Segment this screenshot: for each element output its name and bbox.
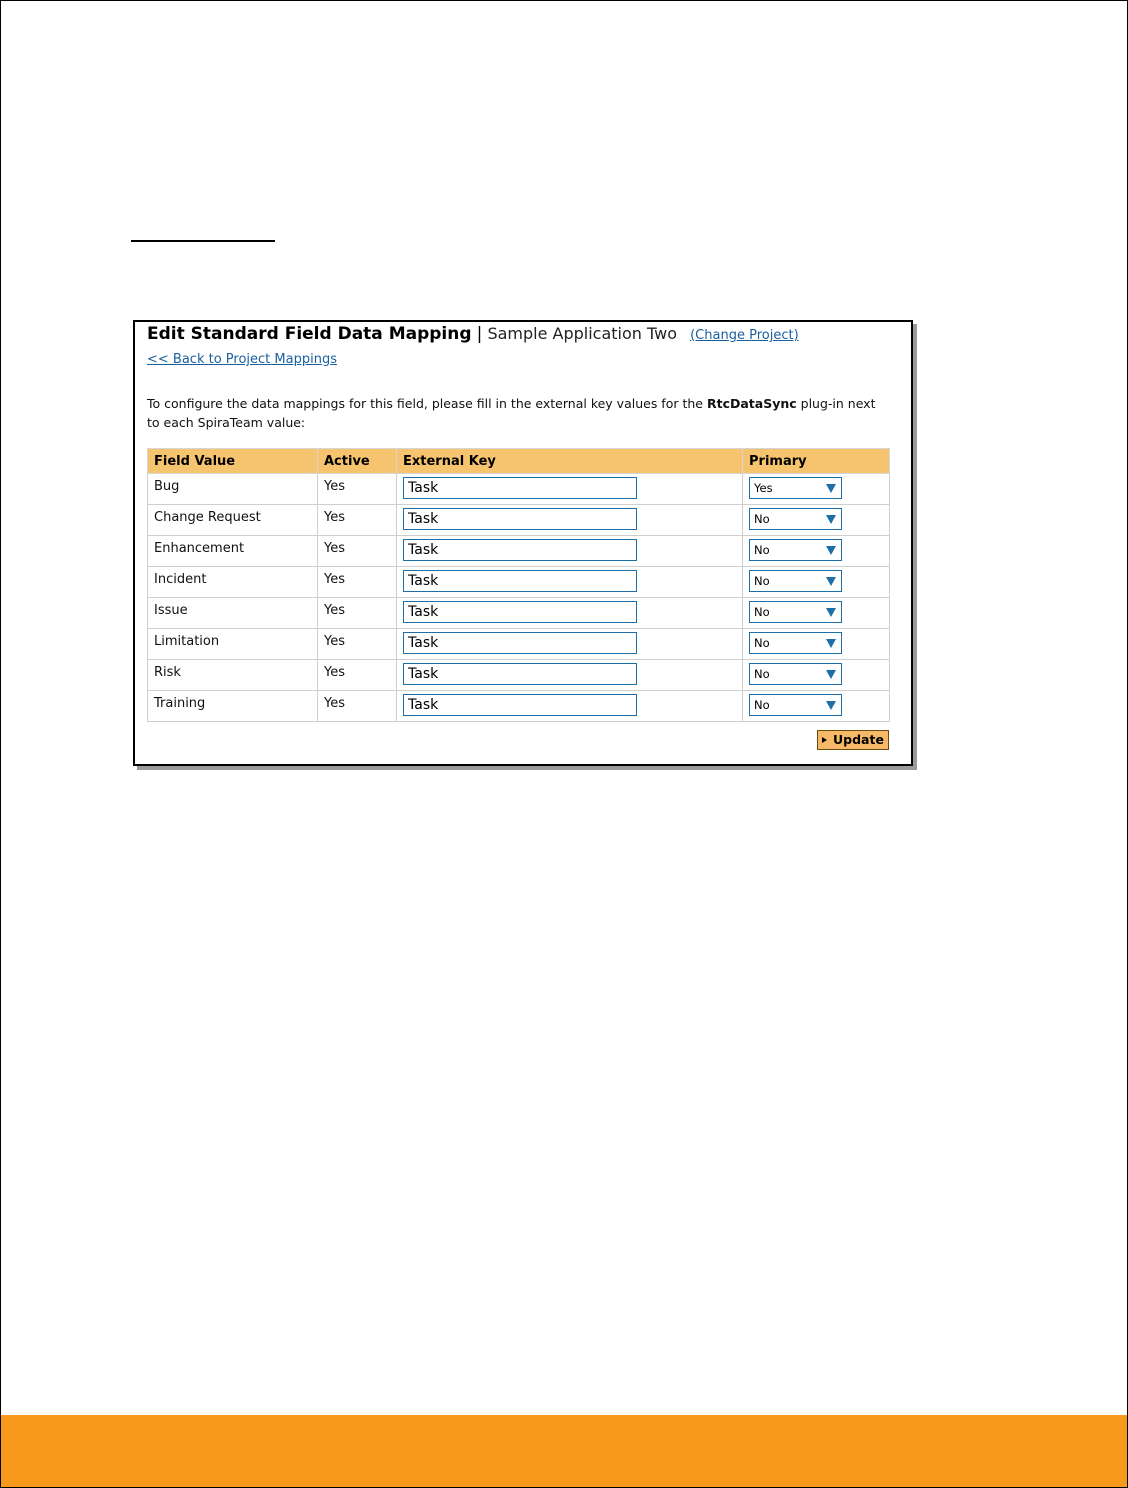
primary-select[interactable] [749,632,842,654]
header-field-value: Field Value [148,449,318,474]
plugin-name: RtcDataSync [706,396,797,411]
active-cell: Yes [318,598,397,629]
project-name: Sample Application Two [487,324,678,343]
primary-select[interactable] [749,508,842,530]
field-value-cell: Incident [148,567,318,598]
external-key-cell [397,691,743,722]
page-title-main: Edit Standard Field Data Mapping [147,324,472,344]
chevron-down-icon [826,701,836,710]
external-key-input[interactable] [403,508,637,530]
page-title [147,322,799,346]
heading-underline [131,240,275,242]
external-key-input[interactable] [403,632,637,654]
primary-cell [743,598,890,629]
primary-select[interactable] [749,539,842,561]
external-key-input[interactable] [403,539,637,561]
active-cell: Yes [318,691,397,722]
primary-cell [743,691,890,722]
header-external-key: External Key [397,449,743,474]
footer-bar [1,1415,1127,1487]
table-row [148,629,890,660]
primary-cell [743,567,890,598]
external-key-cell [397,505,743,536]
primary-select-value: No [754,543,770,557]
active-cell: Yes [318,536,397,567]
primary-cell [743,474,890,505]
active-cell: Yes [318,474,397,505]
primary-select[interactable] [749,694,842,716]
primary-cell [743,660,890,691]
table-row [148,660,890,691]
instructions-before: To configure the data mappings for this field, please fill in the external key values for the [147,396,707,411]
screenshot-frame [133,320,913,766]
table-row [148,598,890,629]
primary-select-value: No [754,667,770,681]
primary-select[interactable] [749,663,842,685]
primary-select-value: No [754,636,770,650]
primary-select-value: Yes [754,481,773,495]
external-key-cell [397,474,743,505]
title-separator: | [476,324,483,344]
active-cell: Yes [318,505,397,536]
table-row [148,505,890,536]
header-active: Active [318,449,397,474]
back-to-project-mappings-link[interactable]: << Back to Project Mappings [147,352,337,367]
table-row [148,567,890,598]
field-value-cell: Bug [148,474,318,505]
chevron-down-icon [826,484,836,493]
play-icon [822,737,827,743]
primary-select[interactable] [749,477,842,499]
update-button[interactable] [817,730,889,750]
change-project-link[interactable]: (Change Project) [690,328,799,343]
table-header-row [148,449,890,474]
active-cell: Yes [318,567,397,598]
chevron-down-icon [826,670,836,679]
chevron-down-icon [826,639,836,648]
external-key-cell [397,567,743,598]
chevron-down-icon [826,577,836,586]
primary-cell [743,505,890,536]
external-key-input[interactable] [403,663,637,685]
external-key-cell [397,629,743,660]
table-row [148,536,890,567]
external-key-cell [397,598,743,629]
primary-select-value: No [754,605,770,619]
header-primary: Primary [743,449,890,474]
active-cell: Yes [318,660,397,691]
external-key-input[interactable] [403,570,637,592]
field-value-cell: Limitation [148,629,318,660]
primary-select-value: No [754,698,770,712]
chevron-down-icon [826,608,836,617]
external-key-cell [397,660,743,691]
table-row [148,474,890,505]
field-value-cell: Issue [148,598,318,629]
update-button-label: Update [833,732,884,747]
external-key-input[interactable] [403,601,637,623]
table-row [148,691,890,722]
active-cell: Yes [318,629,397,660]
instructions-after: plug-in next to each SpiraTeam value: [147,396,876,430]
external-key-input[interactable] [403,694,637,716]
chevron-down-icon [826,546,836,555]
field-value-cell: Enhancement [148,536,318,567]
external-key-input[interactable] [403,477,637,499]
external-key-cell [397,536,743,567]
field-value-cell: Risk [148,660,318,691]
primary-select[interactable] [749,570,842,592]
primary-cell [743,536,890,567]
primary-cell [743,629,890,660]
data-mapping-table [147,448,890,722]
primary-select-value: No [754,512,770,526]
instructions-text [147,394,887,432]
primary-select[interactable] [749,601,842,623]
field-value-cell: Change Request [148,505,318,536]
primary-select-value: No [754,574,770,588]
field-value-cell: Training [148,691,318,722]
chevron-down-icon [826,515,836,524]
